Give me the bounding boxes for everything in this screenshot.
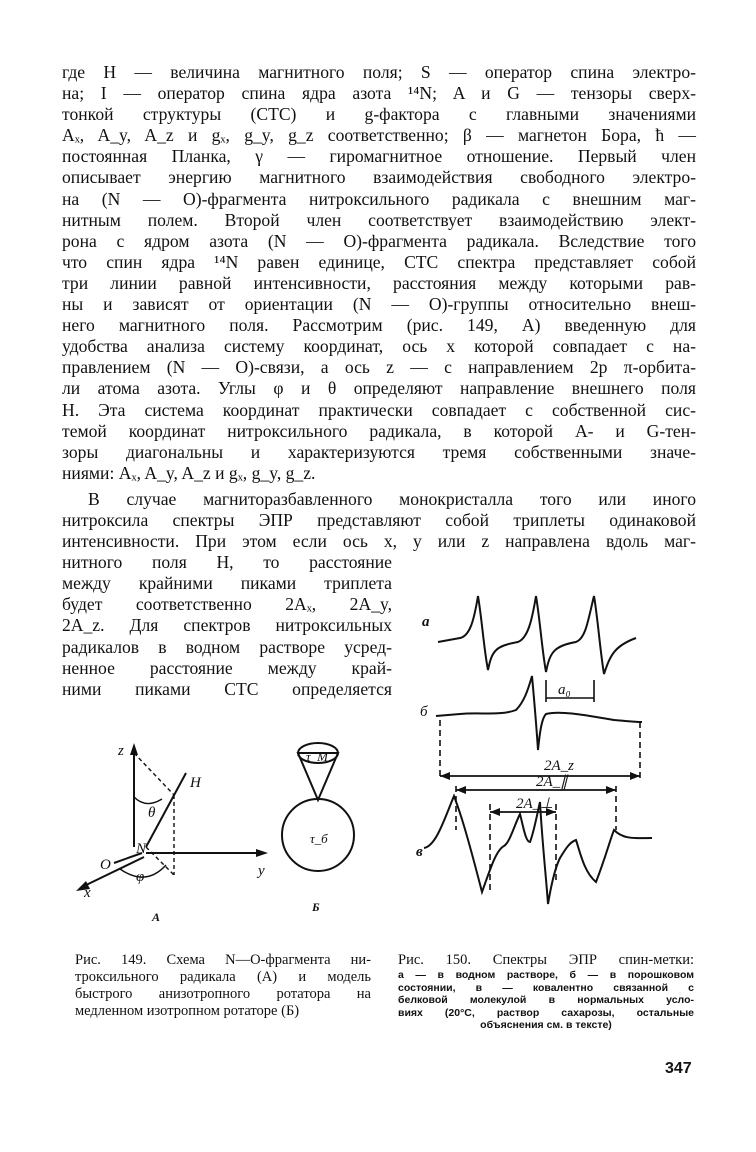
figure-150: [400, 580, 700, 940]
spectrum-a: [438, 596, 636, 674]
text-line: где H — величина магнитного поля; S — оператор спина электро-: [62, 62, 696, 82]
caption-line: троксильного радикала (A) и модель: [75, 969, 371, 985]
text-line: интенсивности. При этом если ось x, y или z направлена вдоль маг-: [62, 531, 696, 552]
label-spectrum-a: а: [422, 614, 430, 630]
caption-line: объяснения см. в тексте): [480, 1019, 612, 1031]
label-2az: 2A_z: [544, 758, 574, 774]
caption-line: состоянии, в — ковалентно связанной с: [398, 981, 694, 994]
label-theta: θ: [148, 805, 156, 821]
label-spectrum-v: в: [416, 844, 423, 860]
text-line: В случае магниторазбавленного монокристалла того или иного: [88, 488, 696, 509]
caption-149: [75, 952, 371, 1020]
label-spectrum-b: б: [420, 704, 428, 720]
label-z: z: [118, 743, 124, 759]
text-line: удобства анализа систему координат, ось x которой совпадает с на-: [62, 336, 696, 357]
text-line: ли атома азота. Углы φ и θ определяют направление внешнего поля: [62, 378, 696, 399]
text-line: будет соответственно 2Aₓ, 2A_y,: [62, 594, 392, 615]
label-a: A: [152, 910, 161, 924]
text-line: темой координат нитроксильного радикала, в которой A- и G-тен-: [62, 420, 696, 441]
text-line: зоры диагональны и характеризуются тремя собственными значе-: [62, 441, 696, 462]
label-phi: φ: [136, 869, 145, 885]
caption-line: Рис. 149. Схема N—O-фрагмента ни-: [75, 952, 371, 968]
label-h: H: [190, 775, 201, 791]
caption-line: белковой молекулой в нормальных усло-: [398, 994, 694, 1006]
text-line: ними пиками СТС определяется: [62, 678, 392, 699]
label-tau-m: τ_M: [306, 749, 328, 764]
label-2a-perp: 2A_⊥: [516, 796, 554, 812]
text-line: правлением (N — O)-связи, а ось z — с направлением 2p π-орбита-: [62, 357, 696, 378]
label-x: x: [84, 885, 91, 901]
caption-line: медленном изотропном ротаторе (Б): [75, 1003, 300, 1019]
page-number: 347: [665, 1060, 692, 1077]
label-b: Б: [312, 900, 320, 914]
text-line: описывает энергию магнитного взаимодействия свободного электро-: [62, 167, 696, 188]
caption-line: виях (20°С, раствор сахарозы, остальные: [398, 1006, 694, 1019]
paragraph-2-narrow: [62, 552, 392, 700]
text-line: постоянная Планка, γ — гиромагнитное отношение. Первый член: [62, 146, 696, 167]
text-line: что спин ядра ¹⁴N равен единице, СТС спектра представляет собой: [62, 251, 696, 272]
label-a0: a₀: [558, 682, 571, 698]
text-line: тонкой структуры (СТС) и g-фактора с главными значениями: [62, 104, 696, 125]
text-line: ны и зависят от ориентации (N — O)-группы относительно внеш-: [62, 294, 696, 315]
text-line: между крайними пиками триплета: [62, 573, 392, 594]
label-tau-b: τ_б: [310, 831, 328, 846]
text-line: на (N — O)-фрагмента нитроксильного радикала с внешним маг-: [62, 188, 696, 209]
text-line: ниями: Aₓ, A_y, A_z и gₓ, g_y, g_z.: [62, 462, 316, 483]
caption-150: [398, 952, 694, 1032]
x-axis: [82, 857, 144, 887]
text-line: радикалов в водном растворе усред-: [62, 636, 392, 657]
figure-149: [62, 735, 382, 935]
paragraph-2: [62, 489, 696, 552]
text-line: Aₓ, A_y, A_z и gₓ, g_y, g_z соответственно; β — магнетон Бора, ħ —: [62, 125, 696, 146]
caption-title: Рис. 150. Спектры ЭПР спин-метки:: [398, 952, 694, 968]
text-line: H. Эта система координат практически совпадает с собственной сис-: [62, 399, 696, 420]
text-line: нитроксила спектры ЭПР представляют собой триплеты одинаковой: [62, 509, 696, 530]
text-line: него магнитного поля. Рассмотрим (рис. 149, A) введенную для: [62, 315, 696, 336]
paragraph-1: [62, 62, 696, 484]
text-line: на; I — оператор спина ядра азота ¹⁴N; A и G — тензоры сверх-: [62, 83, 696, 104]
text-line: три линии равной интенсивности, расстояния между которыми рав-: [62, 272, 696, 293]
label-o: O: [100, 857, 111, 873]
spectrum-b: [436, 676, 642, 750]
text-line: 2A_z. Для спектров нитроксильных: [62, 615, 392, 636]
text-line: нитного поля H, то расстояние: [62, 552, 392, 573]
label-n: N: [136, 841, 147, 857]
caption-line: а — в водном растворе, б — в порошковом: [398, 969, 694, 981]
caption-line: быстрого анизотропного ротатора на: [75, 986, 371, 1002]
text-line: рона с ядром азота (N — O)-фрагмента радикала. Вследствие того: [62, 230, 696, 251]
text-line: нитным полем. Второй член соответствует взаимодействию элект-: [62, 209, 696, 230]
label-y: y: [258, 863, 265, 879]
label-2a-par: 2A_∥: [536, 774, 568, 790]
text-line: ненное расстояние между край-: [62, 657, 392, 678]
